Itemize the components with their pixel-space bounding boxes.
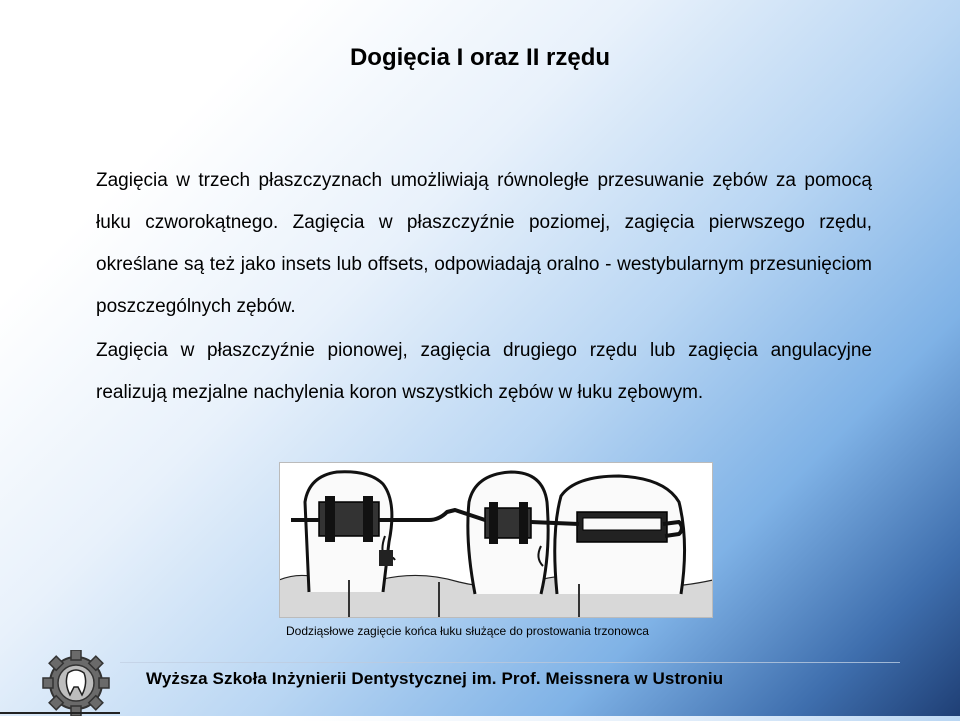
figure-caption: Dodziąsłowe zagięcie końca łuku służące do prostowania trzonowca [286, 624, 649, 638]
footer-divider [120, 662, 900, 663]
footer-institution-name: Wyższa Szkoła Inżynierii Dentystycznej im. Prof. Meissnera w Ustroniu [146, 669, 724, 688]
gear-tooth-logo-icon [40, 650, 112, 716]
orthodontic-wire-illustration [279, 462, 713, 618]
logo-underline [0, 712, 120, 714]
paragraph-first-order-bends: Zagięcia w trzech płaszczyznach umożliwiają równoległe przesuwanie zębów za pomocą łuku czworokątnego. Zagięcia w płaszczyźnie poziomej, zagięcia pierwszego rzędu, określane są też jako insets lub offsets, odpowiadają oralno - westybularnym przesunięciom poszczególnych zębów. [96, 170, 872, 317]
teeth-bracket-drawing-icon [279, 462, 713, 618]
paragraph-second-order-bends: Zagięcia w płaszczyźnie pionowej, zagięcia drugiego rzędu lub zagięcia angulacyjne realizują mezjalne nachylenia koron wszystkich zębów w łuku zębowym. [96, 340, 872, 403]
slide-title: Dogięcia I oraz II rzędu [349, 44, 611, 71]
